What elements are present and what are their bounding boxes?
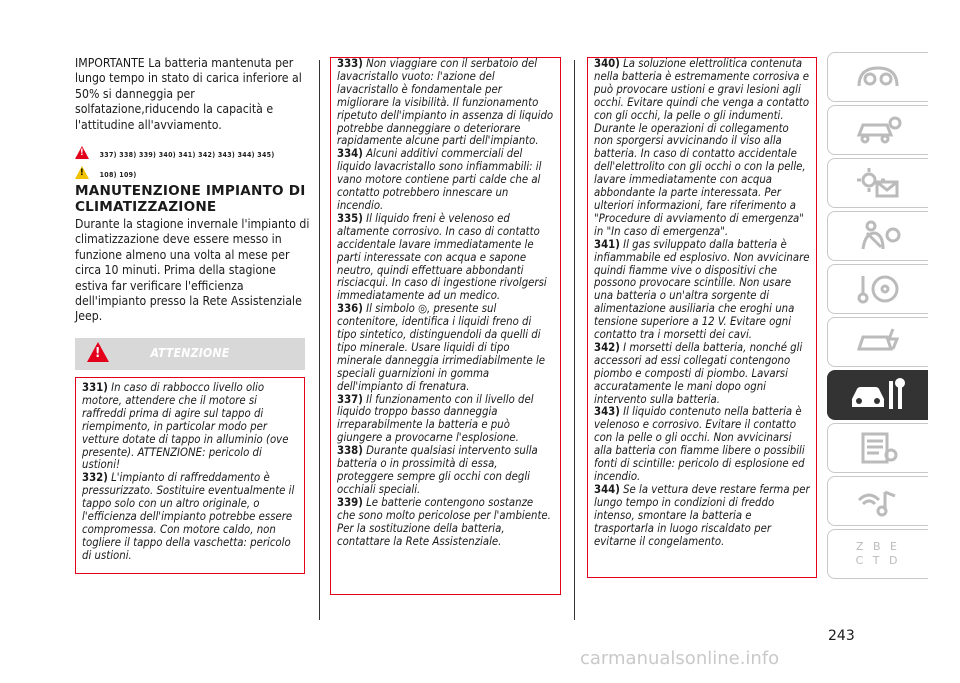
- tab-safety[interactable]: [827, 211, 928, 261]
- intro-paragraph: IMPORTANTE La batteria mantenuta per lungo tempo in stato di carica inferiore al 50% si danneggia per solfatazione,riducendo la capacità e l'attitudine all'avviamento.: [75, 56, 302, 132]
- note-342: 342) I morsetti della batteria, nonché gli accessori ad essi collegati contengono piombo e composti di piombo. Lavarsi accuratamente le mani dopo ogni intervento sulla batteria.: [594, 340, 803, 406]
- multimedia-icon: [853, 484, 903, 518]
- column-divider: [319, 60, 320, 620]
- warning-refs[interactable]: 337) 338) 339) 340) 341) 342) 343) 344) 345): [99, 151, 275, 159]
- car-maintenance-icon: [848, 377, 908, 413]
- tab-index[interactable]: [827, 529, 928, 579]
- column-divider: [574, 60, 575, 620]
- note-336: 336) Il simbolo ◎, presente sul contenitore, identifica i liquidi freno di tipo sintetico, distinguendoli da quelli di tipo minerale. Usare liquidi di tipo minerale danneggia irrimediabilmente le speciali guarnizioni in gomma dell'impianto di frenatura.: [337, 302, 546, 393]
- attention-label: ATTENZIONE: [150, 346, 230, 360]
- note-333: 333) Non viaggiare con il serbatoio del lavacristallo vuoto: l'azione del lavacristallo è fondamentale per migliorare la visibilità. Il funzionamento ripetuto dell'impianto in assenza di liquido potrebbe danneggiare o deteriorare rapidamente alcune parti dell'impianto.: [337, 57, 554, 148]
- note-341: 341) Il gas sviluppato dalla batteria è infiammabile ed esplosivo. Non avvicinare quindi fiamme vive o dispositivi che possono provocare scintille. Non usare una batteria o un'altra sorgente di alimentazione ausiliaria che eroghi una tensione superiore a 12 V. Evitare ogni contatto tra i morsetti dei cavi.: [594, 237, 810, 342]
- note-337: 337) Il funzionamento con il livello del liquido troppo basso danneggia irreparabilmente la batteria e può giungere a provocarne l'esplosione.: [337, 392, 534, 445]
- note-343: 343) Il liquido contenuto nella batteria è velenoso e corrosivo. Evitare il contatto con la pelle o gli occhi. Non avvicinarsi alla batteria con fiamme libere o possibili fonti di scintille: pericolo di esplosione ed incendio.: [594, 405, 805, 483]
- caution-refs-row: [75, 164, 137, 183]
- index-letters-icon: Z B E C T D: [855, 540, 901, 567]
- note-335: 335) Il liquido freni è velenoso ed altamente corrosivo. In caso di contatto accidentale lavare immediatamente le parti interessate con acqua e sapone neutro, quindi effettuare abbondanti risciacqui. In caso di ingestione rivolgersi immediatamente ad un medico.: [337, 211, 547, 303]
- tab-maintenance[interactable]: [827, 370, 928, 420]
- tab-starting[interactable]: [827, 264, 928, 314]
- attention-banner: [75, 338, 305, 370]
- page-number: 243: [828, 628, 855, 644]
- tab-specifications[interactable]: [827, 423, 928, 473]
- warning-notes-box-3: [587, 57, 817, 578]
- note-332: 332) L'impianto di raffreddamento è pressurizzato. Sostituire eventualmente il tappo solo con un altro originale, o l'efficienza dell'impianto potrebbe essere compromessa. Con motore caldo, non togliere il tappo della vaschetta: pericolo di ustioni.: [82, 471, 295, 562]
- caution-refs[interactable]: 108) 109): [99, 171, 137, 179]
- tab-climate[interactable]: [827, 158, 928, 208]
- warning-refs-row: [75, 144, 275, 163]
- car-lights-icon: [853, 113, 903, 147]
- car-dashboard-icon: [853, 60, 903, 94]
- tab-emergency[interactable]: [827, 317, 928, 367]
- note-339: 339) Le batterie contengono sostanze che sono molto pericolose per l'ambiente. Per la sostituzione della batteria, contattare la Rete Assistenziale.: [337, 495, 551, 548]
- note-331: 331) In caso di rabbocco livello olio motore, attendere che il motore si raffreddi prima di agire sul tappo di riempimento, in particolar modo per vetture dotate di tappo in alluminio (ove presente). ATTENZIONE: pericolo di ustioni!: [82, 381, 289, 472]
- tab-multimedia[interactable]: [827, 476, 928, 526]
- caution-triangle-icon: [75, 166, 89, 179]
- specifications-icon: [853, 431, 903, 465]
- warning-triangle-icon: [75, 146, 89, 159]
- section-body: Durante la stagione invernale l'impianto di climatizzazione deve essere messo in funzione almeno una volta al mese per circa 10 minuti. Prima della stagione estiva far verificare l'efficienza dell'impianto presso la Rete Assistenziale Jeep.: [75, 217, 310, 324]
- steering-key-icon: [853, 272, 903, 306]
- note-344: 344) Se la vettura deve restare ferma per lungo tempo in condizioni di freddo intenso, smontare la batteria e trasportarla in luogo riscaldato per evitarne il congelamento.: [594, 482, 810, 548]
- note-334: 334) Alcuni additivi commerciali del liquido lavacristallo sono infiammabili: il vano motore contiene parti calde che al contatto potrebbero innescare un incendio.: [337, 147, 542, 212]
- note-340: 340) La soluzione elettrolitica contenuta nella batteria è estremamente corrosiva e può provocare ustioni e gravi lesioni agli occhi. Evitare quindi che venga a contatto con gli occhi, la pelle o gli indumenti. Durante le operazioni di collegamento non sporgersi avvicinando il viso alla batteria. In caso di contatto accidentale dell'elettrolito con gli occhi o con la pelle, lavare immediatamente con acqua abbondante la parte interessata. Per ulteriori informazioni, fare riferimento a "Procedure di avviamento di emergenza" in "In caso di emergenza".: [594, 57, 810, 238]
- climate-mail-icon: [853, 166, 903, 200]
- chapter-tabs: [827, 52, 928, 582]
- seatbelt-airbag-icon: [853, 219, 903, 253]
- car-crash-icon: [853, 325, 903, 359]
- tab-lights[interactable]: [827, 105, 928, 155]
- tab-dashboard[interactable]: [827, 52, 928, 102]
- watermark: carmanualsonline.info: [580, 648, 780, 669]
- section-heading: MANUTENZIONE IMPIANTO DI CLIMATIZZAZIONE: [75, 183, 306, 215]
- warning-notes-box-1: [75, 377, 305, 574]
- warning-notes-box-2: [330, 57, 561, 595]
- note-338: 338) Durante qualsiasi intervento sulla batteria o in prossimità di essa, proteggere sempre gli occhi con degli occhiali speciali.: [337, 444, 538, 496]
